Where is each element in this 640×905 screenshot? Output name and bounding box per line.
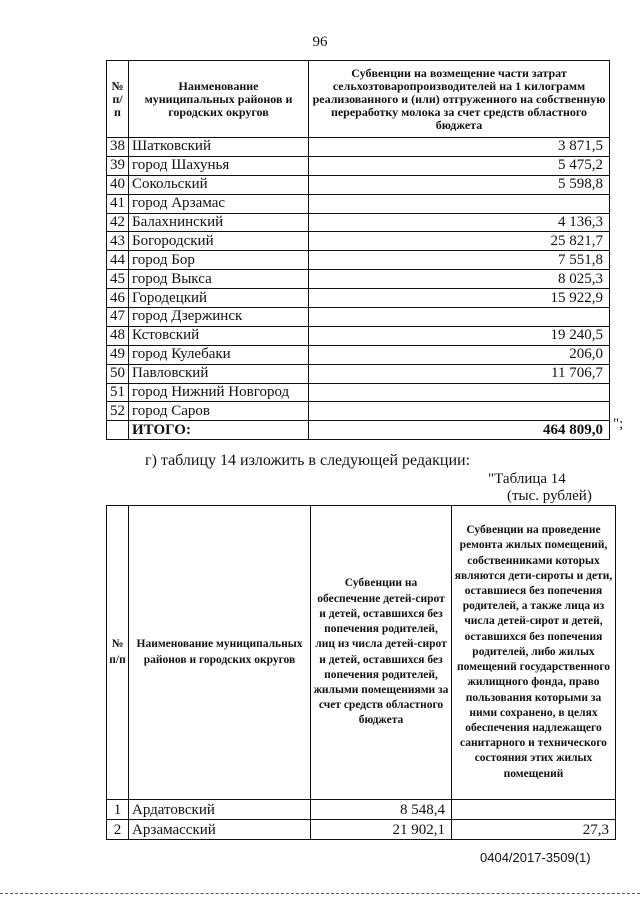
table-closing-mark: ";	[613, 416, 624, 432]
instruction-text: г) таблицу 14 изложить в следующей редакции:	[145, 452, 471, 469]
row-value: 5 598,8	[309, 175, 610, 194]
row-name: Шатковский	[129, 138, 309, 157]
row-name: Сокольский	[129, 175, 309, 194]
row-value-2: 27,3	[452, 820, 616, 840]
row-num: 2	[107, 820, 129, 840]
header-name: Наименование муниципальных районов и городских округов	[129, 61, 309, 138]
table-row	[107, 232, 610, 251]
table-row	[107, 364, 610, 383]
table1-body	[107, 138, 610, 421]
row-value	[309, 194, 610, 213]
row-name: Арзамасский	[129, 820, 311, 840]
row-name: город Дзержинск	[129, 308, 309, 327]
table-row	[107, 289, 610, 308]
subsidy-table-milk	[106, 60, 610, 440]
header-num: № п/п	[107, 506, 129, 800]
row-num: 45	[107, 270, 129, 289]
document-code: 0404/2017-3509(1)	[480, 850, 591, 865]
row-name: Балахнинский	[129, 213, 309, 232]
row-name: Кстовский	[129, 326, 309, 345]
table-row	[107, 402, 610, 421]
total-row	[107, 421, 610, 440]
table-row	[107, 326, 610, 345]
row-num: 47	[107, 308, 129, 327]
table-row	[107, 383, 610, 402]
row-value: 3 871,5	[309, 138, 610, 157]
header-name: Наименование муниципальных районов и городских округов	[129, 506, 311, 800]
row-value	[309, 383, 610, 402]
page-number: 96	[312, 34, 328, 50]
row-name: Павловский	[129, 364, 309, 383]
table-row	[107, 175, 610, 194]
total-value: 464 809,0	[309, 421, 610, 440]
row-value	[309, 402, 610, 421]
row-name: город Бор	[129, 251, 309, 270]
table-row	[107, 270, 610, 289]
row-num: 49	[107, 345, 129, 364]
row-num: 51	[107, 383, 129, 402]
table-row	[107, 308, 610, 327]
header-col2: Субвенции на проведение ремонта жилых помещений, собственниками которых являются дети-сироты и дети, оставшиеся без попечения родителей, а также лица из числа детей-сирот и детей, оставшихся без попечения родителей, либо жилых помещений государственного жилищного фонда, право пользования которыми за ними сохранено, в целях обеспечения надлежащего санитарного и технического состояния этих жилых помещений	[452, 506, 616, 800]
row-name: город Саров	[129, 402, 309, 421]
row-value: 7 551,8	[309, 251, 610, 270]
row-value: 15 922,9	[309, 289, 610, 308]
row-value: 11 706,7	[309, 364, 610, 383]
table-title: "Таблица 14	[488, 471, 566, 487]
header-num: № п/п	[107, 61, 129, 138]
row-num: 43	[107, 232, 129, 251]
row-value	[309, 308, 610, 327]
page-divider	[0, 893, 640, 894]
row-num: 1	[107, 800, 129, 820]
header-subsidy: Субвенции на возмещение части затрат сельхозтоваропроизводителей на 1 килограмм реализованного и (или) отгруженного на собственную переработку молока за счет средств областного бюджета	[309, 61, 610, 138]
row-name: город Арзамас	[129, 194, 309, 213]
row-num: 48	[107, 326, 129, 345]
table-row	[107, 156, 610, 175]
table2-body	[107, 800, 616, 840]
row-num: 42	[107, 213, 129, 232]
total-label: ИТОГО:	[129, 421, 309, 440]
total-num	[107, 421, 129, 440]
subsidy-table-14	[106, 505, 616, 840]
row-value: 8 025,3	[309, 270, 610, 289]
row-num: 38	[107, 138, 129, 157]
row-name: город Кулебаки	[129, 345, 309, 364]
row-name: город Нижний Новгород	[129, 383, 309, 402]
row-num: 46	[107, 289, 129, 308]
row-num: 44	[107, 251, 129, 270]
row-name: Ардатовский	[129, 800, 311, 820]
row-num: 52	[107, 402, 129, 421]
row-name: город Шахунья	[129, 156, 309, 175]
table-row	[107, 820, 616, 840]
row-value-1: 8 548,4	[311, 800, 452, 820]
row-value: 25 821,7	[309, 232, 610, 251]
table-row	[107, 251, 610, 270]
row-num: 40	[107, 175, 129, 194]
row-value-2	[452, 800, 616, 820]
row-num: 41	[107, 194, 129, 213]
table-row	[107, 345, 610, 364]
row-value-1: 21 902,1	[311, 820, 452, 840]
table-row	[107, 800, 616, 820]
row-value: 5 475,2	[309, 156, 610, 175]
table-row	[107, 138, 610, 157]
row-value: 19 240,5	[309, 326, 610, 345]
row-name: Городецкий	[129, 289, 309, 308]
row-num: 50	[107, 364, 129, 383]
table-row	[107, 194, 610, 213]
row-num: 39	[107, 156, 129, 175]
table-row	[107, 213, 610, 232]
row-value: 206,0	[309, 345, 610, 364]
row-name: город Выкса	[129, 270, 309, 289]
row-name: Богородский	[129, 232, 309, 251]
header-col1: Субвенции на обеспечение детей-сирот и детей, оставшихся без попечения родителей, лиц из числа детей-сирот и детей, оставшихся без попечения родителей, жилыми помещениями за счет средств областного бюджета	[311, 506, 452, 800]
table-units: (тыс. рублей)	[507, 488, 592, 504]
row-value: 4 136,3	[309, 213, 610, 232]
